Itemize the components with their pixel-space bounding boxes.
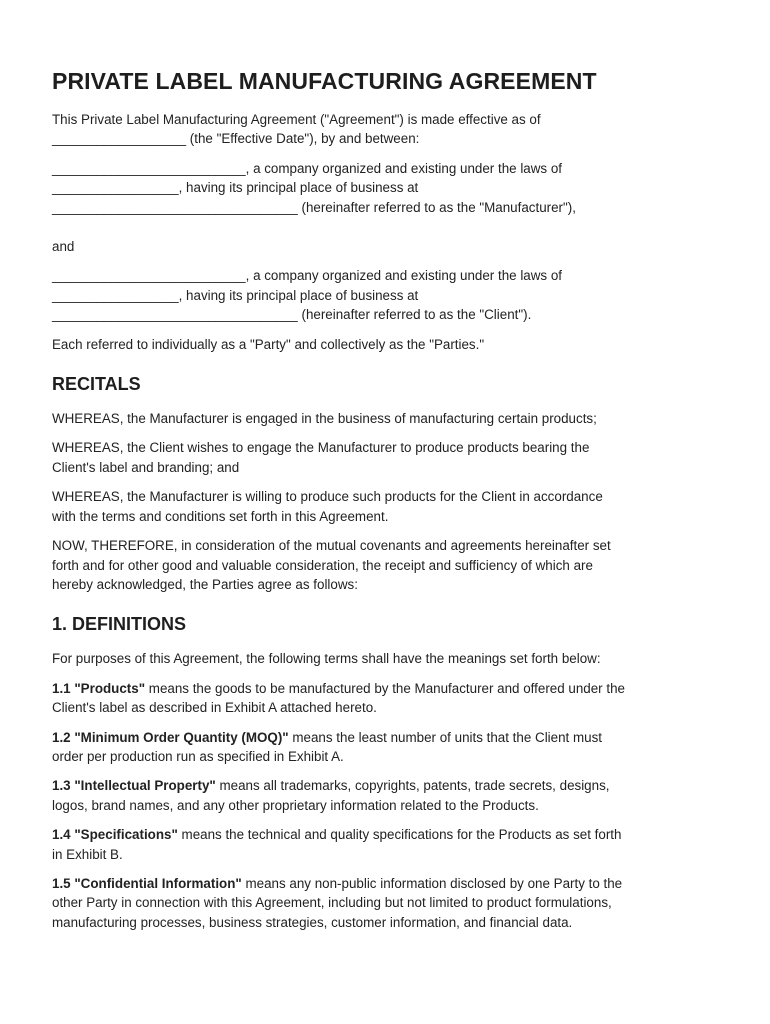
definition-term: 1.1 "Products" xyxy=(52,680,146,696)
now-line-3: hereby acknowledged, the Parties agree as follows: xyxy=(52,576,358,592)
now-line-2: forth and for other good and valuable consideration, the receipt and sufficiency of which are xyxy=(52,557,593,573)
manufacturer-line-3: _________________________________ (hereinafter referred to as the "Manufacturer"), xyxy=(52,199,576,215)
definition-text: means the goods to be manufactured by the Manufacturer and offered under the xyxy=(145,680,625,696)
client-line-3: _________________________________ (hereinafter referred to as the "Client"). xyxy=(52,307,532,323)
whereas-2 xyxy=(52,438,724,477)
definition-text: order per production run as specified in Exhibit A. xyxy=(52,748,344,764)
definition-text: in Exhibit B. xyxy=(52,846,123,862)
definition-item xyxy=(52,776,724,815)
now-line-1: NOW, THEREFORE, in consideration of the mutual covenants and agreements hereinafter set xyxy=(52,538,611,554)
whereas-2-line-2: Client's label and branding; and xyxy=(52,459,240,475)
definition-text: means all trademarks, copyrights, patents, trade secrets, designs, xyxy=(215,778,610,794)
recitals-heading: RECITALS xyxy=(52,374,141,395)
definition-text: Client's label as described in Exhibit A attached hereto. xyxy=(52,700,377,716)
definition-text: means the least number of units that the Client must xyxy=(288,729,602,745)
definition-text: other Party in connection with this Agreement, including but not limited to product formulations, xyxy=(52,895,612,911)
and-text: and xyxy=(52,239,75,255)
definition-item xyxy=(52,825,724,864)
definition-item xyxy=(52,728,724,767)
whereas-2-line-1: WHEREAS, the Client wishes to engage the Manufacturer to produce products bearing the xyxy=(52,440,590,456)
parties-note: Each referred to individually as a "Party" and collectively as the "Parties." xyxy=(52,336,485,352)
definition-term: 1.3 "Intellectual Property" xyxy=(52,778,216,794)
now-therefore-paragraph xyxy=(52,536,724,594)
manufacturer-line-1: __________________________, a company organized and existing under the laws of xyxy=(52,160,562,176)
definition-term: 1.5 "Confidential Information" xyxy=(52,875,242,891)
whereas-3-line-1: WHEREAS, the Manufacturer is willing to produce such products for the Client in accordance xyxy=(52,489,603,505)
manufacturer-party-paragraph xyxy=(52,159,724,217)
definition-item xyxy=(52,679,724,718)
manufacturer-line-2: _________________, having its principal place of business at xyxy=(52,180,419,196)
whereas-1: WHEREAS, the Manufacturer is engaged in the business of manufacturing certain products; xyxy=(52,411,597,427)
definition-text: logos, brand names, and any other proprietary information related to the Products. xyxy=(52,797,539,813)
document-page xyxy=(52,68,724,942)
client-line-2: _________________, having its principal place of business at xyxy=(52,287,419,303)
definitions-intro: For purposes of this Agreement, the following terms shall have the meanings set forth below: xyxy=(52,651,601,667)
definition-text: means the technical and quality specifications for the Products as set forth xyxy=(177,827,622,843)
definition-term: 1.2 "Minimum Order Quantity (MOQ)" xyxy=(52,729,289,745)
definition-term: 1.4 "Specifications" xyxy=(52,827,178,843)
whereas-3-line-2: with the terms and conditions set forth in this Agreement. xyxy=(52,508,389,524)
intro-line-1: This Private Label Manufacturing Agreement ("Agreement") is made effective as of xyxy=(52,112,541,127)
intro-line-2: __________________ (the "Effective Date"), by and between: xyxy=(52,131,420,147)
document-title: PRIVATE LABEL MANUFACTURING AGREEMENT xyxy=(52,68,597,94)
client-line-1: __________________________, a company organized and existing under the laws of xyxy=(52,268,562,284)
whereas-3 xyxy=(52,487,724,526)
definition-item xyxy=(52,874,724,932)
client-party-paragraph xyxy=(52,266,724,324)
definitions-heading: 1. DEFINITIONS xyxy=(52,614,187,635)
definition-text: means any non-public information disclosed by one Party to the xyxy=(241,875,623,891)
definition-text: manufacturing processes, business strategies, customer information, and financial data. xyxy=(52,914,573,930)
intro-paragraph xyxy=(52,110,724,149)
